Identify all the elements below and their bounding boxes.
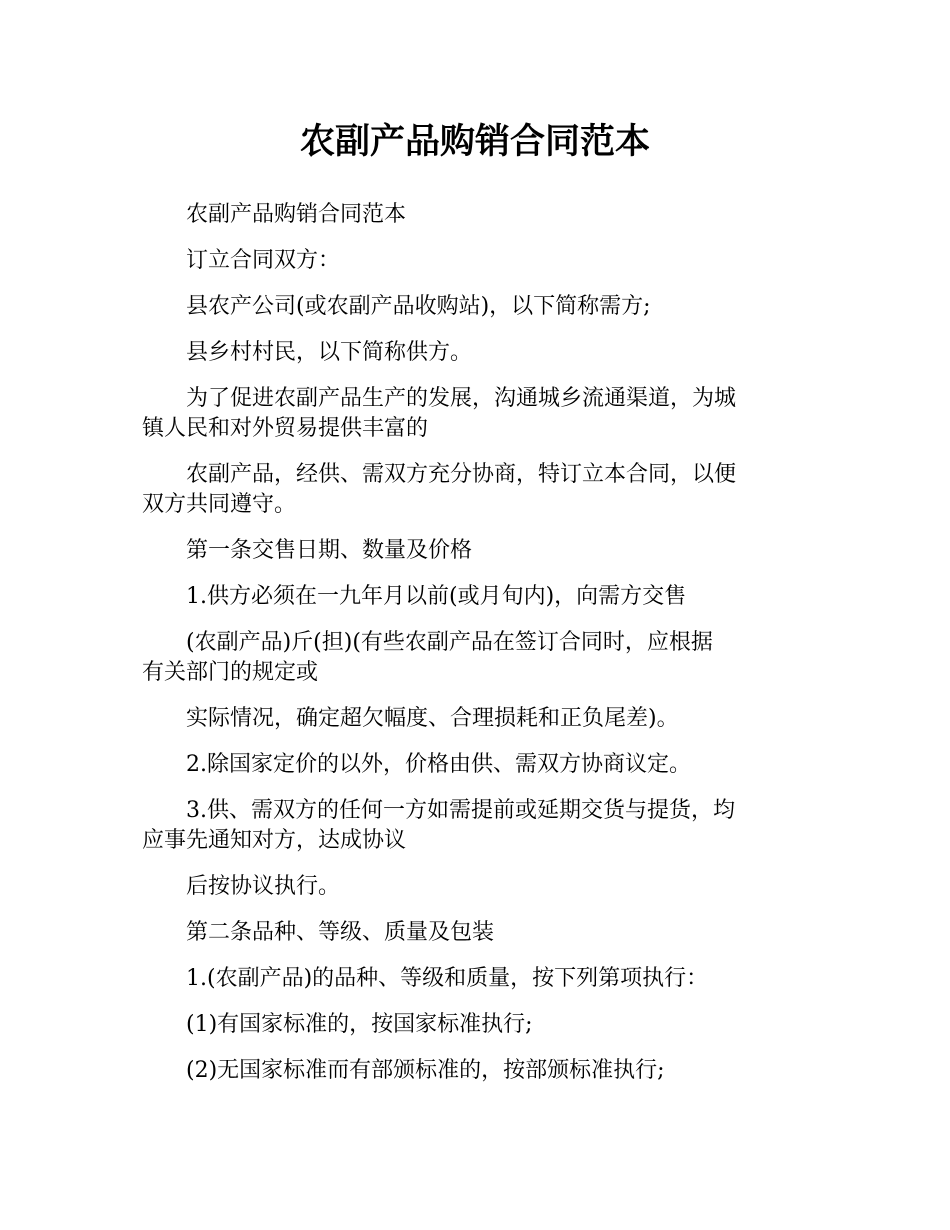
- paragraph: 3.供、需双方的任何一方如需提前或延期交货与提货，均 应事先通知对方，达成协议: [142, 798, 735, 853]
- paragraph: (1)有国家标准的，按国家标准执行;: [186, 1012, 533, 1037]
- paragraph: 农副产品购销合同范本: [186, 202, 407, 227]
- paragraph: (2)无国家标准而有部颁标准的，按部颁标准执行;: [186, 1058, 665, 1083]
- paragraph: 后按协议执行。: [186, 874, 341, 899]
- paragraph: 订立合同双方：: [186, 248, 341, 273]
- paragraph: 第二条品种、等级、质量及包装: [186, 920, 495, 945]
- document-body: [142, 200, 808, 1102]
- paragraph: 农副产品，经供、需双方充分协商，特订立本合同，以便 双方共同遵守。: [142, 462, 737, 517]
- paragraph: 实际情况，确定超欠幅度、合理损耗和正负尾差)。: [186, 706, 679, 731]
- paragraph: 为了促进农副产品生产的发展，沟通城乡流通渠道，为城 镇人民和对外贸易提供丰富的: [142, 386, 737, 441]
- paragraph: 1.供方必须在一九年月以前(或月旬内)，向需方交售: [186, 584, 687, 609]
- paragraph: 县农产公司(或农副产品收购站)，以下简称需方;: [186, 294, 651, 319]
- paragraph: 2.除国家定价的以外，价格由供、需双方协商议定。: [186, 752, 691, 777]
- paragraph: 第一条交售日期、数量及价格: [186, 538, 473, 563]
- document-title: 农副产品购销合同范本: [299, 122, 650, 162]
- paragraph: (农副产品)斤(担)(有些农副产品在签订合同时，应根据 有关部门的规定或: [142, 630, 713, 685]
- paragraph: 县乡村村民，以下简称供方。: [186, 340, 473, 365]
- paragraph: 1.(农副产品)的品种、等级和质量，按下列第项执行：: [186, 966, 709, 991]
